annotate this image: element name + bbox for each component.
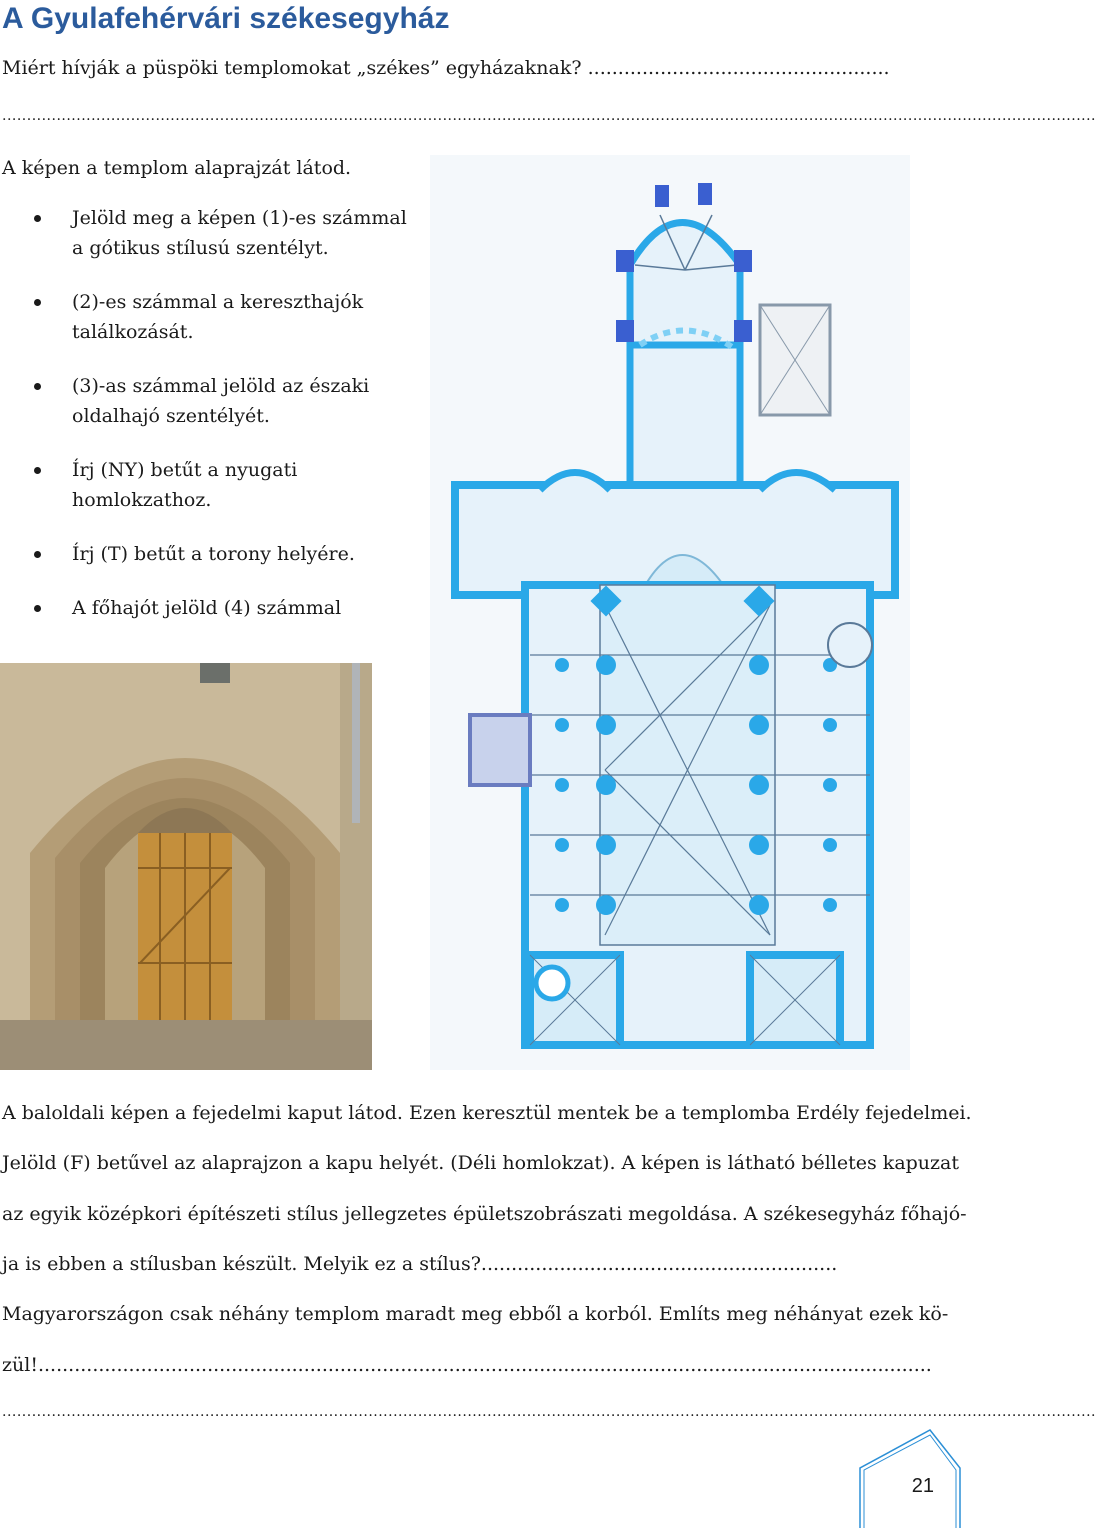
list-item (30, 371, 420, 431)
task-text: Írj (NY) betűt a nyugati homlokzathoz. (72, 459, 298, 511)
bullet-icon (34, 605, 41, 612)
list-item (30, 455, 420, 515)
answer-dots-line: ............................................................................................................................................................................................................................. (2, 108, 1096, 124)
bullet-icon (34, 383, 41, 390)
body-text-line: Magyarországon csak néhány templom maradt meg ebből a korból. Említs meg néhányat ezek kö- (2, 1303, 949, 1325)
task-text: Jelöld meg a képen (1)-es számmal a gótikus stílusú szentélyt. (72, 207, 407, 259)
page-number: 21 (911, 1475, 934, 1497)
body-text-line: ja is ebben a stílusban készült. Melyik ez a stílus?........................................................... (2, 1253, 838, 1275)
task-text: Írj (T) betűt a torony helyére. (72, 543, 355, 565)
list-item (30, 287, 420, 347)
page-corner-icon (860, 1428, 960, 1528)
question-why-cathedral: Miért hívják a püspöki templomokat „székes” egyházaknak? .................................................. (2, 57, 890, 79)
royal-portal-photo (0, 663, 372, 1070)
list-item (30, 203, 420, 263)
list-item (30, 593, 420, 623)
page-title: A Gyulafehérvári székesegyház (2, 2, 450, 35)
bullet-icon (34, 215, 41, 222)
floor-plan-drawing (430, 155, 910, 1070)
task-text: (3)-as számmal jelöld az északi oldalhajó szentélyét. (72, 375, 370, 427)
bullet-icon (34, 299, 41, 306)
page-number-badge (860, 1428, 960, 1528)
body-text-line: A baloldali képen a fejedelmi kaput látod. Ezen keresztül mentek be a templomba Erdély fejedelmei. (2, 1102, 972, 1124)
body-text-line: Jelöld (F) betűvel az alaprajzon a kapu helyét. (Déli homlokzat). A képen is látható bélletes kapuzat (2, 1152, 960, 1174)
bullet-icon (34, 551, 41, 558)
intro-text: A képen a templom alaprajzát látod. (2, 157, 352, 179)
task-list (30, 203, 420, 647)
task-text: (2)-es számmal a kereszthajók találkozását. (72, 291, 364, 343)
body-text-line: az egyik középkori építészeti stílus jellegzetes épületszobrászati megoldása. A székesegyház főhajó- (2, 1203, 967, 1225)
portal-drawing (0, 663, 372, 1070)
body-text-line: zül!.................................................................................................................................................... (2, 1354, 932, 1376)
bullet-icon (34, 467, 41, 474)
list-item (30, 539, 420, 569)
cathedral-floor-plan (430, 155, 910, 1070)
answer-dots-line: ............................................................................................................................................................................................................................. (2, 1404, 1096, 1420)
task-text: A főhajót jelöld (4) számmal (72, 597, 342, 619)
